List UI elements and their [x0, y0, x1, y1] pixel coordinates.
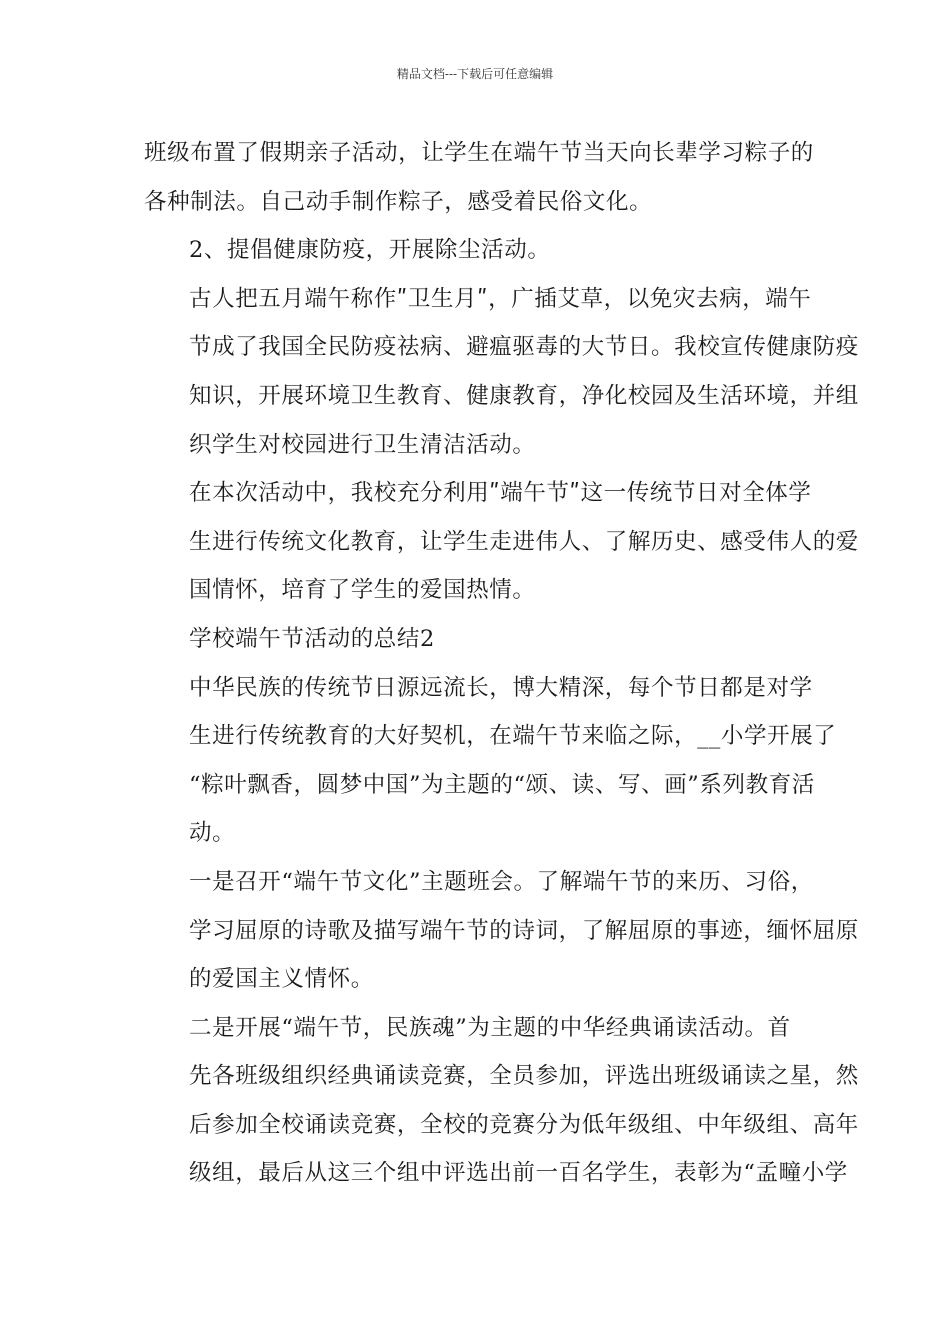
paragraph [144, 469, 859, 615]
paragraph [144, 226, 824, 275]
text-line: 学习屈原的诗歌及描写端午节的诗词，了解屈原的事迹，缅怀屈原 [189, 917, 859, 944]
page-header: 精品文档---下载后可任意编辑 [396, 67, 554, 81]
text-line: 动。 [189, 820, 236, 847]
text-line: 一是召开“端午节文化”主题班会。了解端午节的来历、习俗， [189, 868, 814, 895]
text-line: 中华民族的传统节日源远流长，博大精深，每个节日都是对学 [189, 674, 813, 701]
text-line: 生进行传统文化教育，让学生走进伟人、了解历史、感受伟人的爱 [189, 528, 859, 555]
paragraph [144, 129, 824, 226]
text-line: 2、提倡健康防疫，开展除尘活动。 [189, 237, 551, 264]
text-line: 二是开展“端午节，民族魂”为主题的中华经典诵读活动。首 [189, 1014, 791, 1041]
text-line: 的爱国主义情怀。 [189, 966, 374, 993]
text-line: 知识，开展环境卫生教育、健康教育，净化校园及生活环境，并组 [189, 382, 859, 409]
section-heading [144, 615, 824, 664]
text-line: 后参加全校诵读竞赛，全校的竞赛分为低年级组、中年级组、高年 [189, 1111, 859, 1138]
paragraph [144, 1004, 859, 1198]
text-line: 国情怀，培育了学生的爱国热情。 [189, 577, 536, 604]
text-line: 节成了我国全民防疫祛病、避瘟驱毒的大节日。我校宣传健康防疫 [189, 334, 859, 361]
paragraph [144, 858, 859, 1004]
text-line: 生进行传统教育的大好契机，在端午节来临之际，__小学开展了 [189, 723, 837, 750]
text-line: 古人把五月端午称作ʺ卫生月ʺ，广插艾草，以免灾去病，端午 [189, 285, 812, 312]
paragraph [144, 275, 859, 469]
text-line: 织学生对校园进行卫生清洁活动。 [189, 431, 536, 458]
text-line: 学校端午节活动的总结2 [189, 625, 435, 652]
text-line: 先各班级组织经典诵读竞赛，全员参加，评选出班级诵读之星，然 [189, 1063, 859, 1090]
paragraph [144, 664, 837, 858]
text-line: 在本次活动中，我校充分利用ʺ端午节ʺ这一传统节日对全体学 [189, 480, 812, 507]
text-line: 各种制法。自己动手制作粽子，感受着民俗文化。 [144, 188, 653, 215]
text-line: 班级布置了假期亲子活动，让学生在端午节当天向长辈学习粽子的 [144, 140, 814, 166]
text-line: 级组，最后从这三个组中评选出前一百名学生，表彰为“孟疃小学 [189, 1160, 848, 1187]
document-body [144, 129, 859, 1198]
text-line: “粽叶飘香，圆梦中国”为主题的“颂、读、写、画”系列教育活 [189, 771, 815, 798]
